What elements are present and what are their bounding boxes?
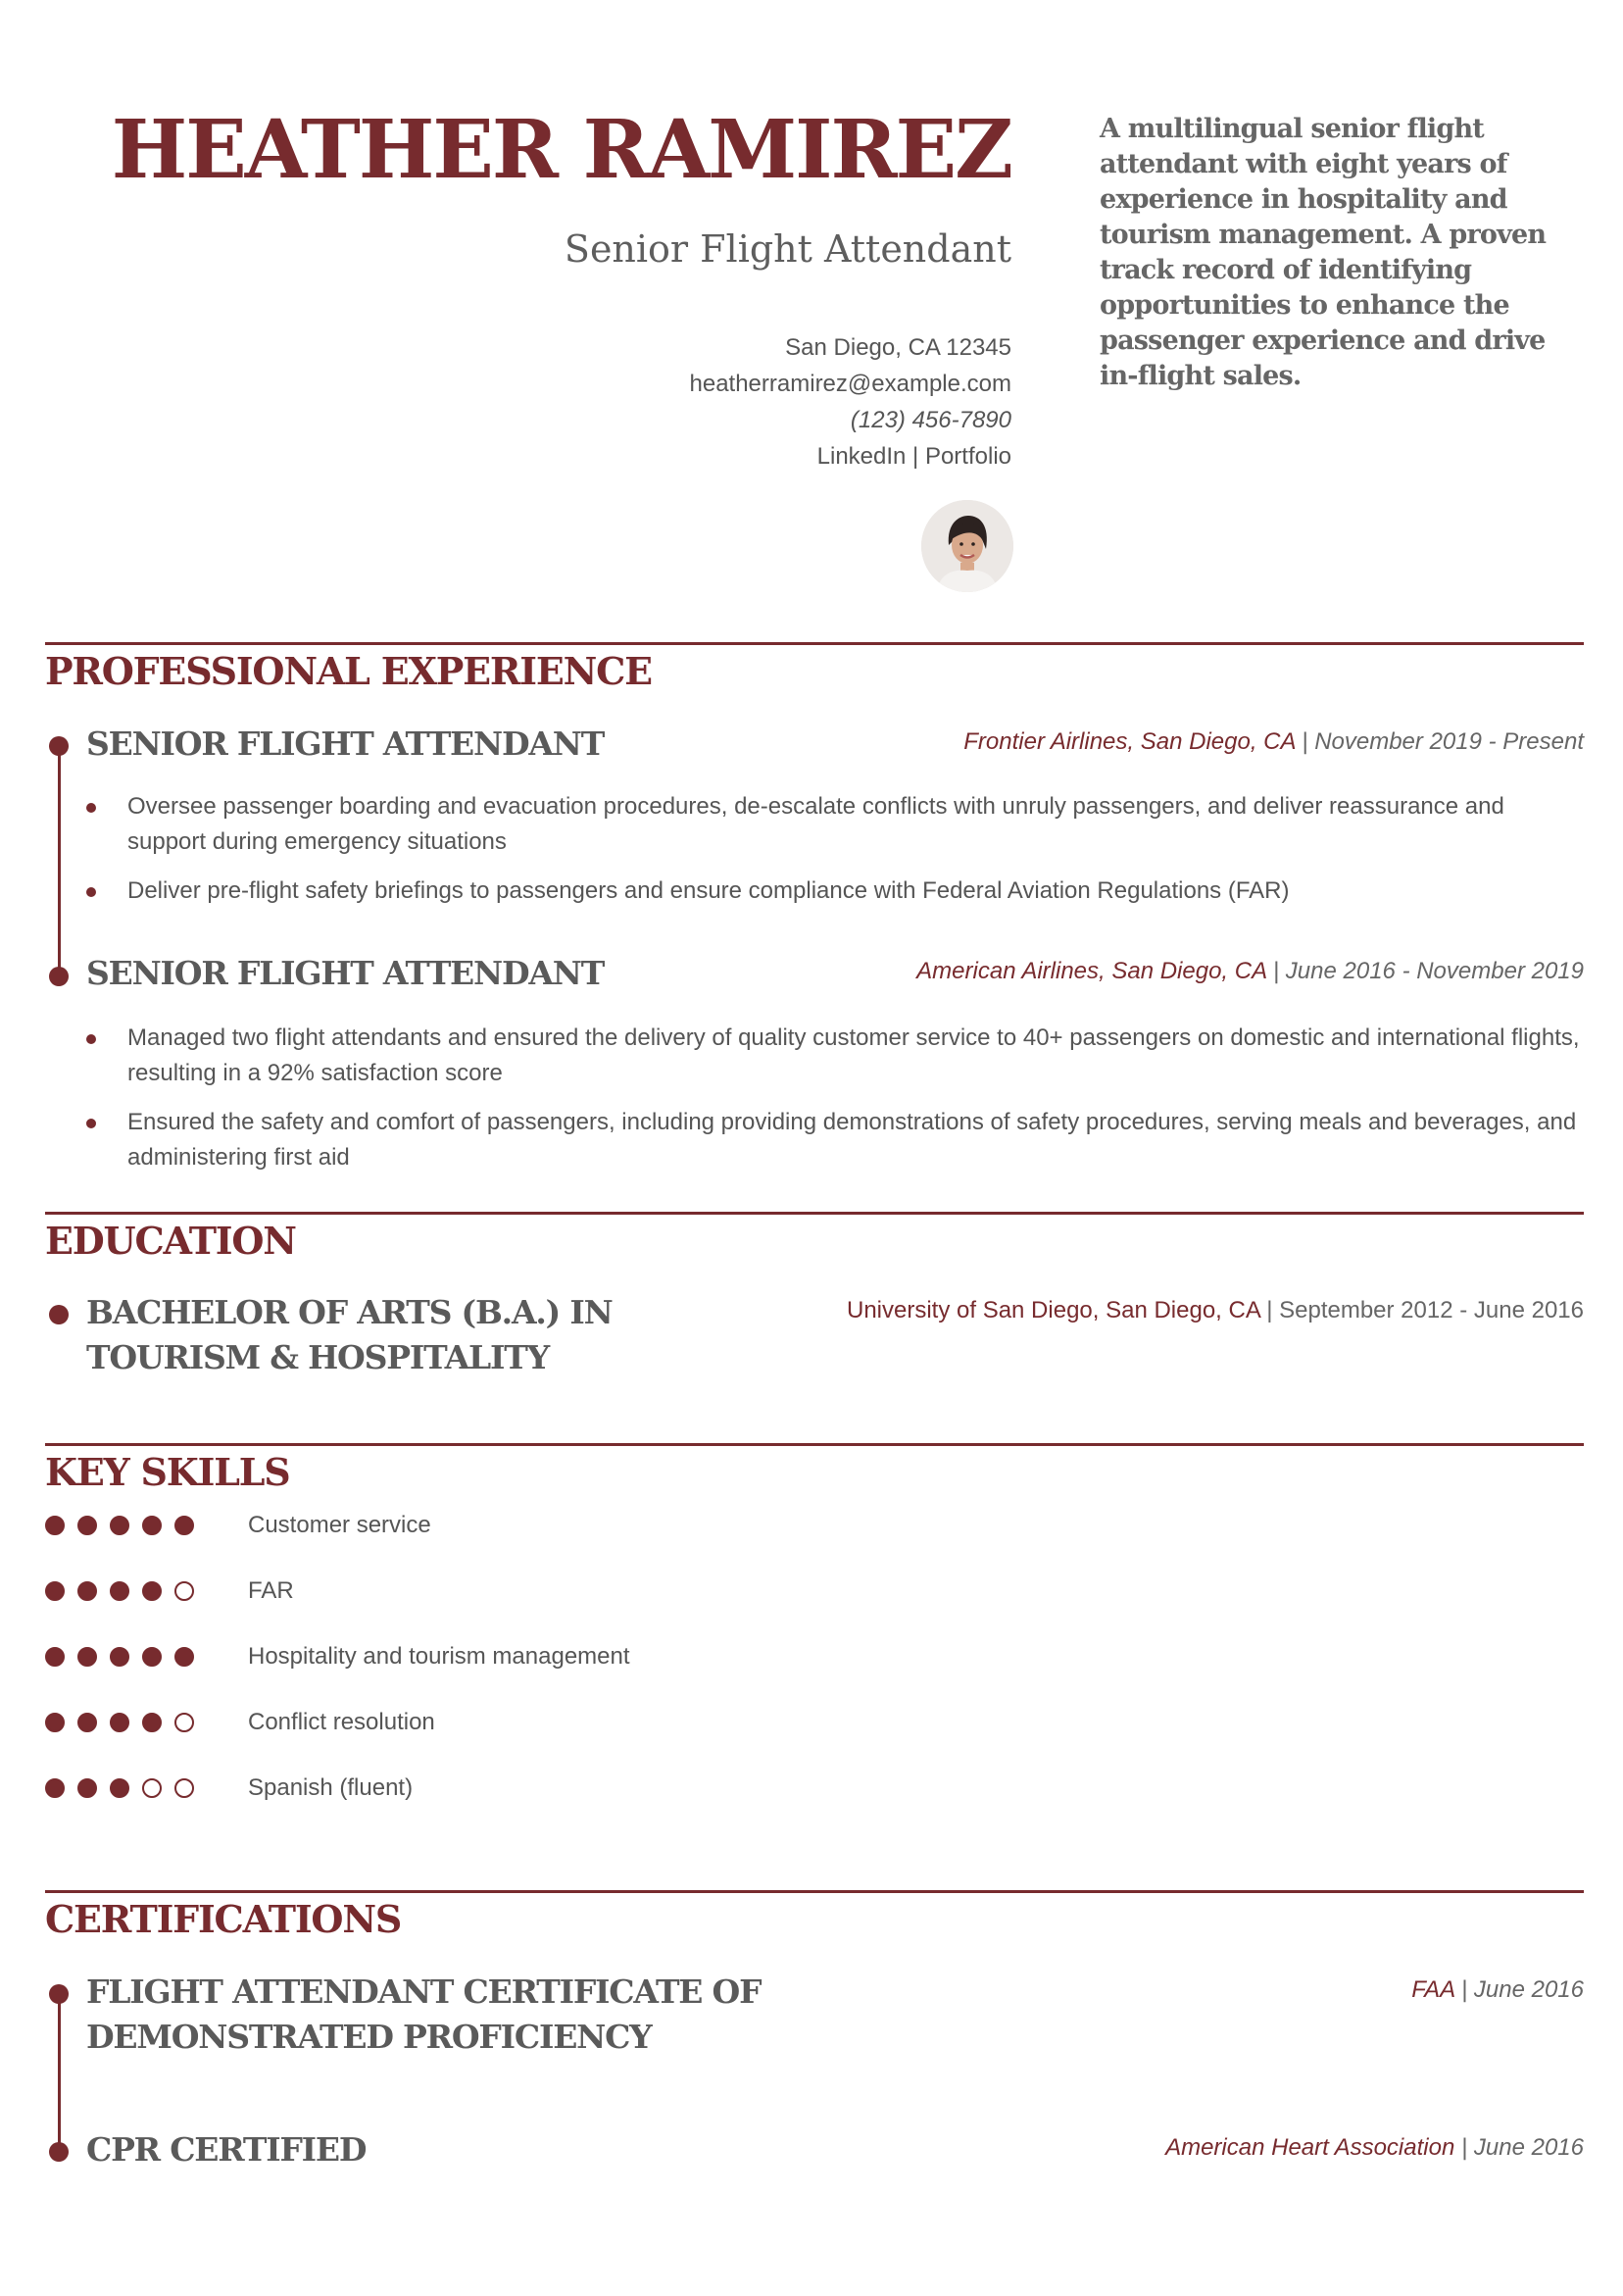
rating-dot-filled [77,1516,97,1535]
rating-dot-empty [174,1581,194,1601]
list-item: Ensured the safety and comfort of passengers, including providing demonstrations of safety procedures, serving meals and beverages, and administering first aid [86,1105,1586,1175]
rating-dot-filled [174,1516,194,1535]
job-meta-2 [916,958,1584,985]
profile-links[interactable]: LinkedIn | Portfolio [816,443,1011,470]
section-divider [45,1443,1584,1446]
rating-dot-filled [45,1647,65,1667]
list-item: Deliver pre-flight safety briefings to passengers and ensure compliance with Federal Aviation Regulations (FAR) [86,873,1586,909]
skill-rating [45,1581,212,1605]
email[interactable]: heatherramirez@example.com [689,371,1011,397]
contact-block [690,329,1012,474]
issuer: American Heart Association [1165,2134,1455,2161]
separator: | [1266,958,1286,984]
school: University of San Diego, San Diego, CA [846,1297,1260,1323]
timeline-dot [49,967,69,986]
dates: September 2012 - June 2016 [1279,1297,1584,1323]
skill-label: Customer service [248,1512,431,1538]
date: June 2016 [1473,1976,1584,2003]
timeline-dot [49,1305,69,1324]
job-title: Senior Flight Attendant [564,227,1011,271]
section-title-experience: PROFESSIONAL EXPERIENCE [45,649,652,693]
profile-photo [921,500,1013,592]
rating-dot-filled [142,1647,162,1667]
issuer: FAA [1411,1976,1455,2003]
rating-dot-empty [174,1713,194,1732]
dates: June 2016 - November 2019 [1285,958,1584,984]
section-divider [45,1890,1584,1893]
section-title-skills: KEY SKILLS [45,1450,290,1494]
rating-dot-empty [142,1778,162,1798]
date: June 2016 [1473,2134,1584,2161]
cert-meta-2 [1165,2134,1584,2162]
separator: | [1454,2134,1474,2161]
skill-label: Hospitality and tourism management [248,1643,630,1670]
timeline-dot [49,2142,69,2162]
rating-dot-empty [174,1778,194,1798]
candidate-name: HEATHER RAMIREZ [111,103,1011,197]
rating-dot-filled [174,1647,194,1667]
degree-title: BACHELOR OF ARTS (B.A.) IN TOURISM & HOSPITALITY [86,1293,613,1376]
rating-dot-filled [110,1713,129,1732]
rating-dot-filled [77,1647,97,1667]
job-bullets-1 [86,789,1586,923]
timeline-line [58,745,61,978]
rating-dot-filled [45,1581,65,1601]
rating-dot-filled [45,1516,65,1535]
rating-dot-filled [77,1581,97,1601]
rating-dot-filled [110,1647,129,1667]
employer: Frontier Airlines, San Diego, CA [963,728,1296,755]
separator: | [1259,1297,1280,1323]
skill-label: Conflict resolution [248,1709,435,1735]
cert-meta-1 [1411,1976,1584,2004]
job-title-1: SENIOR FLIGHT ATTENDANT [86,724,605,763]
skill-rating [45,1647,212,1671]
rating-dot-filled [110,1516,129,1535]
rating-dot-filled [77,1778,97,1798]
skill-label: Spanish (fluent) [248,1774,414,1801]
separator: | [1295,728,1315,755]
job-title-2: SENIOR FLIGHT ATTENDANT [86,954,605,992]
job-bullets-2 [86,1021,1586,1189]
cert-title-2: CPR CERTIFIED [86,2130,367,2169]
list-item: Oversee passenger boarding and evacuation procedures, de-escalate conflicts with unruly passengers, and deliver reassurance and support during emergency situations [86,789,1586,860]
rating-dot-filled [110,1581,129,1601]
education-meta [847,1297,1584,1324]
section-title-certifications: CERTIFICATIONS [45,1897,402,1941]
rating-dot-filled [142,1713,162,1732]
section-divider [45,1212,1584,1215]
summary: A multilingual senior flight attendant with eight years of experience in hospitality and tourism management. A proven track record of identifying opportunities to enhance the passenger experience and drive in-flight sales. [1100,114,1547,391]
timeline-dot [49,736,69,756]
job-meta-1 [963,728,1584,756]
dates: November 2019 - Present [1314,728,1584,755]
timeline-line [58,1995,61,2152]
skill-label: FAR [248,1577,294,1604]
skill-rating [45,1713,212,1736]
rating-dot-filled [77,1713,97,1732]
employer: American Airlines, San Diego, CA [916,958,1267,984]
list-item: Managed two flight attendants and ensured the delivery of quality customer service to 40+ passengers on domestic and international flights, resulting in a 92% satisfaction score [86,1021,1586,1091]
cert-title-1: FLIGHT ATTENDANT CERTIFICATE OF DEMONSTRATED PROFICIENCY [86,1972,762,2056]
rating-dot-filled [45,1778,65,1798]
rating-dot-filled [45,1713,65,1732]
skill-rating [45,1516,212,1539]
location: San Diego, CA 12345 [785,334,1011,361]
rating-dot-filled [110,1778,129,1798]
section-divider [45,642,1584,645]
rating-dot-filled [142,1516,162,1535]
separator: | [1454,1976,1474,2003]
rating-dot-filled [142,1581,162,1601]
skill-rating [45,1778,212,1802]
section-title-education: EDUCATION [45,1219,296,1263]
phone: (123) 456-7890 [850,407,1011,433]
timeline-dot [49,1984,69,2004]
